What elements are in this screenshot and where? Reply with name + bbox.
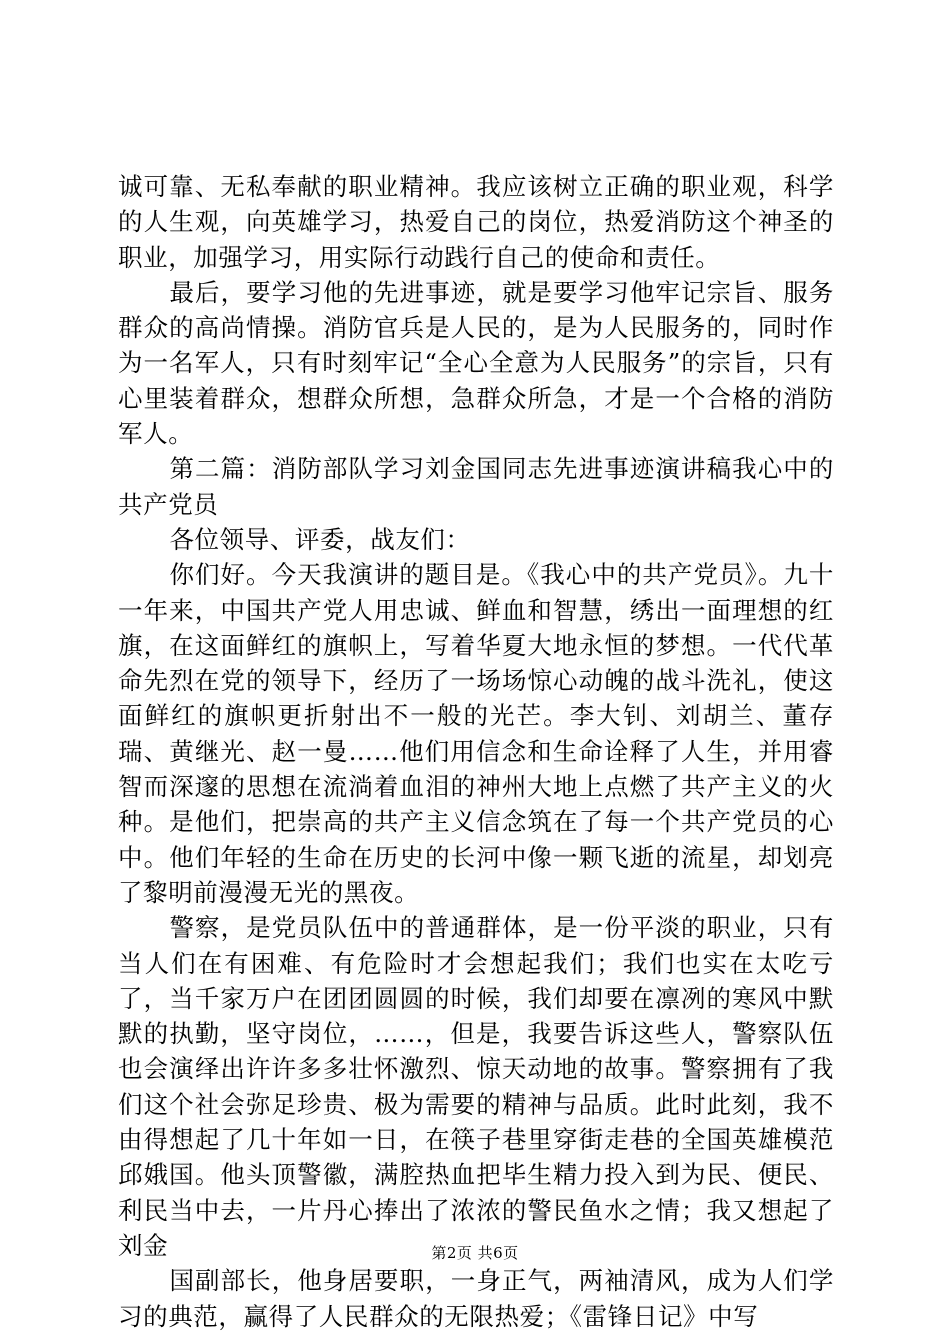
paragraph-finally: 最后，要学习他的先进事迹，就是要学习他牢记宗旨、服务群众的高尚情操。消防官兵是人民的，是为人民服务的，同时作为一名军人，只有时刻牢记“全心全意为人民服务”的宗旨，只有心里装着群众，想群众所想，急群众所急，才是一个合格的消防军人。 bbox=[118, 277, 834, 449]
paragraph-greeting: 你们好。今天我演讲的题目是。《我心中的共产党员》。九十一年来，中国共产党人用忠诚、鲜血和智慧，绣出一面理想的红旗，在这面鲜红的旗帜上，写着华夏大地永恒的梦想。一代代革命先烈在党的领导下，经历了一场场惊心动魄的战斗洗礼，使这面鲜红的旗帜更折射出不一般的光芒。李大钊、刘胡兰、董存瑞、黄继光、赵一曼……他们用信念和生命诠释了人生，并用睿智而深邃的思想在流淌着血泪的神州大地上点燃了共产主义的火种。是他们，把崇高的共产主义信念筑在了每一个共产党员的心中。他们年轻的生命在历史的长河中像一颗飞逝的流星，却划亮了黎明前漫漫无光的黑夜。 bbox=[118, 560, 834, 907]
salutation: 各位领导、评委，战友们： bbox=[169, 524, 471, 554]
section-title-second-article: 第二篇：消防部队学习刘金国同志先进事迹演讲稿我心中的共产党员 bbox=[118, 454, 834, 519]
paragraph-vice-minister: 国副部长，他身居要职，一身正气，两袖清风，成为人们学习的典范，赢得了人民群众的无限热爱；《雷锋日记》中写 bbox=[118, 1266, 834, 1331]
document-body bbox=[118, 169, 834, 1334]
page-number-footer: 第2页 共6页 bbox=[431, 1244, 519, 1262]
paragraph-continuation: 诚可靠、无私奉献的职业精神。我应该树立正确的职业观，科学的人生观，向英雄学习，热爱自己的岗位，热爱消防这个神圣的职业，加强学习，用实际行动践行自己的使命和责任。 bbox=[118, 172, 834, 272]
paragraph-police: 警察，是党员队伍中的普通群体，是一份平淡的职业，只有当人们在有困难、有危险时才会想起我们；我们也实在太吃亏了，当千家万户在团团圆圆的时候，我们却要在凛冽的寒风中默默的执勤，坚守岗位，……，但是，我要告诉这些人，警察队伍也会演绎出许许多多壮怀激烈、惊天动地的故事。警察拥有了我们这个社会弥足珍贵、极为需要的精神与品质。此时此刻，我不由得想起了几十年如一日，在筷子巷里穿街走巷的全国英雄模范邱娥国。他头顶警徽，满腔热血把毕生精力投入到为民、便民、利民当中去，一片丹心捧出了浓浓的警民鱼水之情；我又想起了刘金 bbox=[118, 913, 834, 1260]
